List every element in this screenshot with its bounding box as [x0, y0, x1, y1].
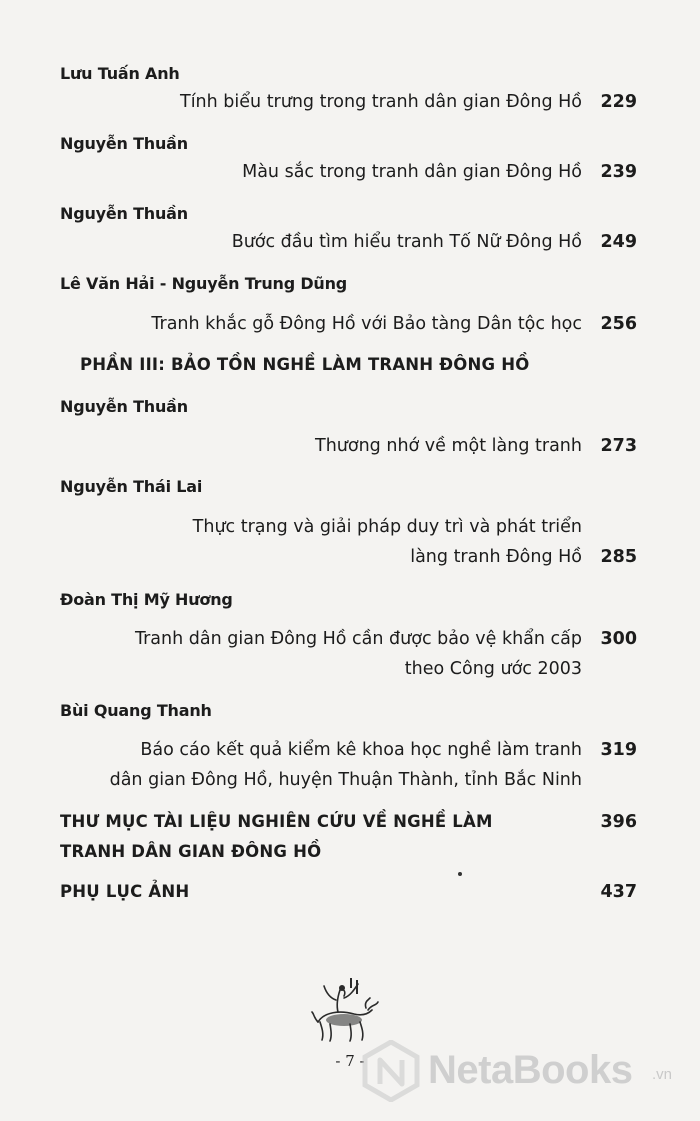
- section-heading: PHẦN III: BẢO TỒN NGHỀ LÀM TRANH ĐÔNG HỒ: [80, 355, 530, 374]
- toc-page-number: 285: [600, 547, 637, 567]
- toc-author: Nguyễn Thuần: [60, 134, 188, 153]
- toc-page-number: 239: [600, 162, 637, 182]
- toc-title-line: Thực trạng và giải pháp duy trì và phát triển: [192, 517, 582, 537]
- toc-author: Nguyễn Thuần: [60, 204, 188, 223]
- toc-page-number: 256: [600, 314, 637, 334]
- toc-page-number: 229: [600, 92, 637, 112]
- toc-author: Bùi Quang Thanh: [60, 701, 212, 720]
- toc-title: Thương nhớ về một làng tranh: [315, 436, 582, 456]
- toc-author: Lê Văn Hải - Nguyễn Trung Dũng: [60, 274, 348, 293]
- toc-title-line: Tranh dân gian Đông Hồ cần được bảo vệ khẩn cấp: [134, 629, 582, 649]
- toc-page-number: 319: [600, 740, 637, 760]
- toc-author: Nguyễn Thuần: [60, 397, 188, 416]
- toc-author: Lưu Tuấn Anh: [60, 64, 180, 83]
- toc-page-number: 249: [600, 232, 637, 252]
- toc-title: Tính biểu trưng trong tranh dân gian Đông Hồ: [180, 92, 582, 112]
- appendix-heading: PHỤ LỤC ẢNH: [60, 882, 190, 901]
- toc-title-line: Báo cáo kết quả kiểm kê khoa học nghề làm tranh: [140, 740, 582, 760]
- buffalo-rider-ornament-icon: [310, 978, 380, 1044]
- toc-page-number: 273: [600, 436, 637, 456]
- toc-title: Tranh khắc gỗ Đông Hồ với Bảo tàng Dân tộc học: [151, 314, 582, 334]
- bibliography-heading: THƯ MỤC TÀI LIỆU NGHIÊN CỨU VỀ NGHỀ LÀM: [60, 812, 493, 831]
- bibliography-heading: TRANH DÂN GIAN ĐÔNG HỒ: [60, 842, 322, 861]
- toc-page-number: 396: [600, 812, 637, 832]
- toc-title-line: theo Công ước 2003: [404, 659, 582, 679]
- toc-title-line: làng tranh Đông Hồ: [410, 547, 582, 567]
- page-number: - 7 -: [335, 1052, 365, 1070]
- toc-title-line: dân gian Đông Hồ, huyện Thuận Thành, tỉnh Bắc Ninh: [109, 770, 582, 790]
- toc-page-number: 437: [600, 882, 637, 902]
- watermark-suffix: .vn: [652, 1066, 673, 1083]
- netabooks-logo-icon: [362, 1040, 420, 1102]
- toc-title: Màu sắc trong tranh dân gian Đông Hồ: [242, 162, 582, 182]
- ink-speck: [458, 872, 462, 876]
- toc-title: Bước đầu tìm hiểu tranh Tố Nữ Đông Hồ: [231, 232, 582, 252]
- toc-page-number: 300: [600, 629, 637, 649]
- toc-author: Nguyễn Thái Lai: [60, 477, 203, 496]
- toc-author: Đoàn Thị Mỹ Hương: [60, 590, 233, 609]
- watermark-brand: NetaBooks: [428, 1048, 633, 1092]
